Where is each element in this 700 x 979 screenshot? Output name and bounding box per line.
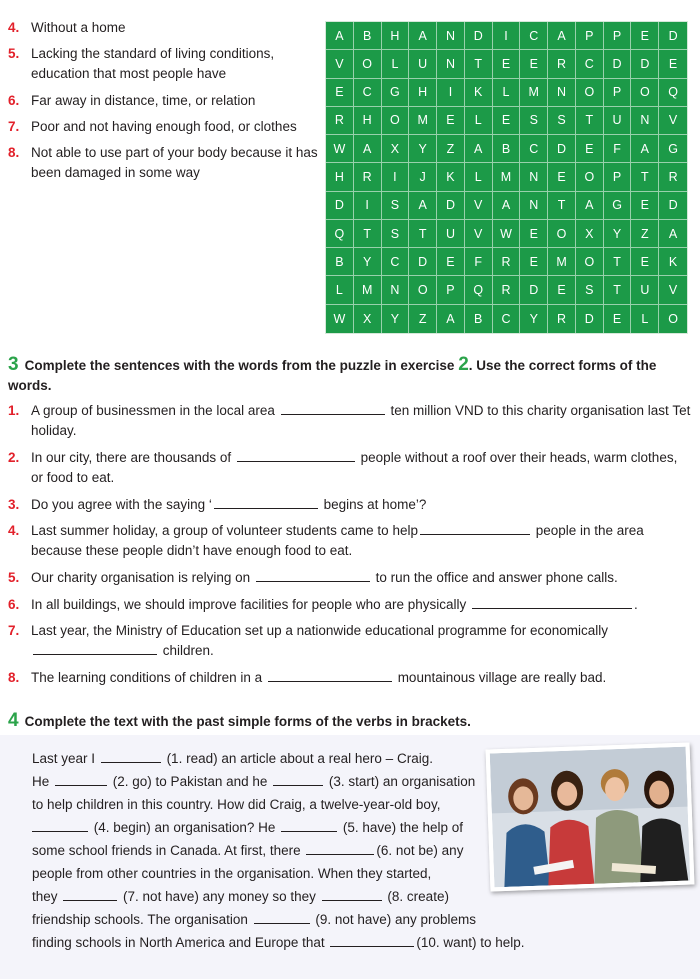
- text-segment: Last year I: [32, 751, 99, 766]
- answer-blank[interactable]: [281, 818, 337, 832]
- sentence-text: Our charity organisation is relying on: [31, 570, 251, 585]
- grid-letter[interactable]: T: [354, 220, 382, 248]
- grid-letter[interactable]: U: [604, 107, 632, 135]
- answer-blank[interactable]: [322, 887, 382, 901]
- sentence-text: people in the area because these people didn’t have enough food to eat.: [31, 523, 644, 558]
- grid-letter[interactable]: T: [631, 163, 659, 191]
- grid-letter[interactable]: T: [604, 248, 632, 276]
- grid-letter[interactable]: Y: [604, 220, 632, 248]
- grid-letter[interactable]: D: [548, 135, 576, 163]
- grid-letter[interactable]: N: [520, 163, 548, 191]
- answer-blank[interactable]: [472, 595, 632, 609]
- grid-letter[interactable]: K: [659, 248, 687, 276]
- grid-letter[interactable]: U: [631, 276, 659, 304]
- grid-letter[interactable]: E: [326, 79, 354, 107]
- grid-letter[interactable]: X: [576, 220, 604, 248]
- grid-letter[interactable]: R: [659, 163, 687, 191]
- text-segment: (3. start) an organisation: [328, 774, 476, 789]
- grid-letter[interactable]: O: [409, 276, 437, 304]
- answer-blank[interactable]: [32, 818, 88, 832]
- answer-blank[interactable]: [254, 910, 310, 924]
- grid-letter[interactable]: C: [520, 135, 548, 163]
- grid-letter[interactable]: E: [493, 50, 521, 78]
- exercise-ref: 2: [458, 354, 469, 375]
- grid-letter[interactable]: Y: [520, 305, 548, 333]
- grid-letter[interactable]: E: [631, 192, 659, 220]
- grid-letter[interactable]: O: [382, 107, 410, 135]
- grid-letter[interactable]: S: [548, 107, 576, 135]
- grid-letter[interactable]: D: [409, 248, 437, 276]
- grid-letter[interactable]: M: [493, 163, 521, 191]
- students-illustration: [490, 747, 691, 888]
- exercise-4-instruction: Complete the text with the past simple forms of the verbs in brackets.: [24, 714, 471, 729]
- grid-letter[interactable]: A: [548, 22, 576, 50]
- grid-letter[interactable]: H: [354, 107, 382, 135]
- grid-letter[interactable]: D: [465, 22, 493, 50]
- text-segment: (4. begin) an organisation? He: [93, 820, 280, 835]
- grid-letter[interactable]: V: [659, 276, 687, 304]
- grid-letter[interactable]: U: [409, 50, 437, 78]
- grid-letter[interactable]: C: [576, 50, 604, 78]
- grid-letter[interactable]: S: [576, 276, 604, 304]
- text-segment: (10. want) to help.: [416, 935, 525, 950]
- text-segment: (7. not have) any money so they: [123, 889, 320, 904]
- grid-letter[interactable]: C: [520, 22, 548, 50]
- sentence-text: to run the office and answer phone calls.: [375, 570, 618, 585]
- grid-letter[interactable]: K: [465, 79, 493, 107]
- grid-letter[interactable]: I: [382, 163, 410, 191]
- grid-letter[interactable]: C: [382, 248, 410, 276]
- answer-blank[interactable]: [237, 448, 355, 462]
- answer-blank[interactable]: [330, 933, 414, 947]
- grid-letter[interactable]: A: [576, 192, 604, 220]
- clue-number: 4.: [8, 20, 20, 35]
- grid-letter[interactable]: N: [548, 79, 576, 107]
- text-line: [32, 818, 463, 838]
- sentence-number: 6.: [8, 597, 20, 612]
- grid-letter[interactable]: M: [548, 248, 576, 276]
- grid-letter[interactable]: I: [437, 79, 465, 107]
- grid-letter[interactable]: H: [382, 22, 410, 50]
- grid-letter[interactable]: G: [382, 79, 410, 107]
- grid-letter[interactable]: S: [520, 107, 548, 135]
- grid-letter[interactable]: G: [604, 192, 632, 220]
- grid-letter[interactable]: A: [354, 135, 382, 163]
- answer-blank[interactable]: [55, 772, 107, 786]
- sentence-text: Last summer holiday, a group of volunteer students came to help: [31, 523, 418, 538]
- answer-blank[interactable]: [33, 641, 157, 655]
- text-segment: finding schools in North America and Europe that: [32, 935, 329, 950]
- sentence-text: begins at home’?: [323, 497, 427, 512]
- text-segment: (2. go) to Pakistan and he: [112, 774, 272, 789]
- grid-letter[interactable]: D: [326, 192, 354, 220]
- grid-letter[interactable]: D: [576, 305, 604, 333]
- grid-letter[interactable]: N: [631, 107, 659, 135]
- text-line: [32, 864, 431, 884]
- clue-item: [8, 91, 318, 111]
- answer-blank[interactable]: [268, 668, 392, 682]
- exercise-4-number: 4: [8, 710, 19, 731]
- clue-item: [8, 143, 318, 183]
- sentence-text: .: [634, 597, 638, 612]
- grid-letter[interactable]: B: [354, 22, 382, 50]
- sentence-number: 8.: [8, 670, 20, 685]
- grid-letter[interactable]: W: [326, 305, 354, 333]
- grid-letter[interactable]: X: [354, 305, 382, 333]
- grid-letter[interactable]: X: [382, 135, 410, 163]
- text-line: [32, 887, 449, 907]
- grid-letter[interactable]: E: [548, 163, 576, 191]
- grid-letter[interactable]: E: [437, 107, 465, 135]
- clue-number: 7.: [8, 119, 20, 134]
- answer-blank[interactable]: [420, 521, 530, 535]
- grid-letter[interactable]: V: [465, 220, 493, 248]
- text-segment: (8. create): [387, 889, 449, 904]
- grid-letter[interactable]: O: [576, 248, 604, 276]
- answer-blank[interactable]: [63, 887, 117, 901]
- grid-letter[interactable]: B: [493, 135, 521, 163]
- clue-item: [8, 117, 318, 137]
- grid-letter[interactable]: P: [604, 163, 632, 191]
- grid-letter[interactable]: N: [437, 22, 465, 50]
- grid-letter[interactable]: E: [520, 220, 548, 248]
- grid-letter[interactable]: A: [631, 135, 659, 163]
- grid-letter[interactable]: M: [354, 276, 382, 304]
- grid-letter[interactable]: U: [437, 220, 465, 248]
- grid-letter[interactable]: J: [409, 163, 437, 191]
- text-segment: they: [32, 889, 62, 904]
- grid-letter[interactable]: A: [409, 22, 437, 50]
- text-segment: some school friends in Canada. At first, there: [32, 843, 305, 858]
- grid-letter[interactable]: R: [493, 248, 521, 276]
- grid-letter[interactable]: Z: [437, 135, 465, 163]
- grid-letter[interactable]: E: [631, 22, 659, 50]
- text-segment: (9. not have) any problems: [315, 912, 476, 927]
- grid-letter[interactable]: D: [437, 192, 465, 220]
- grid-letter[interactable]: P: [576, 22, 604, 50]
- grid-letter[interactable]: R: [548, 50, 576, 78]
- grid-letter[interactable]: D: [520, 276, 548, 304]
- grid-letter[interactable]: D: [659, 22, 687, 50]
- sentence-text: people without a roof over their heads, warm clothes, or food to eat.: [31, 450, 678, 485]
- grid-letter[interactable]: L: [465, 107, 493, 135]
- grid-letter[interactable]: O: [354, 50, 382, 78]
- sentence-item: [8, 568, 692, 588]
- grid-letter[interactable]: R: [354, 163, 382, 191]
- grid-letter[interactable]: N: [437, 50, 465, 78]
- answer-blank[interactable]: [256, 568, 370, 582]
- text-line: [32, 910, 476, 930]
- grid-letter[interactable]: M: [409, 107, 437, 135]
- grid-letter[interactable]: Y: [354, 248, 382, 276]
- grid-letter[interactable]: B: [326, 248, 354, 276]
- grid-letter[interactable]: P: [604, 22, 632, 50]
- grid-letter[interactable]: D: [631, 50, 659, 78]
- sentence-number: 5.: [8, 570, 20, 585]
- sentence-item: [8, 521, 692, 561]
- grid-letter[interactable]: I: [354, 192, 382, 220]
- grid-letter[interactable]: L: [382, 50, 410, 78]
- grid-letter[interactable]: H: [409, 79, 437, 107]
- clue-number: 6.: [8, 93, 20, 108]
- text-segment: friendship schools. The organisation: [32, 912, 252, 927]
- grid-letter[interactable]: E: [520, 50, 548, 78]
- text-segment: He: [32, 774, 54, 789]
- clue-text: Far away in distance, time, or relation: [31, 93, 256, 108]
- grid-letter[interactable]: R: [548, 305, 576, 333]
- clue-text: Without a home: [31, 20, 126, 35]
- clue-number: 8.: [8, 145, 20, 160]
- grid-letter[interactable]: K: [437, 163, 465, 191]
- text-line: [32, 841, 463, 861]
- text-segment: (1. read) an article about a real hero – Craig.: [166, 751, 433, 766]
- grid-letter[interactable]: O: [548, 220, 576, 248]
- exercise-3-number: 3: [8, 354, 19, 375]
- clue-number: 5.: [8, 46, 20, 61]
- text-segment: people from other countries in the organisation. When they started,: [32, 866, 432, 881]
- text-segment: to help children in this country. How did Craig, a twelve-year-old boy,: [32, 797, 441, 812]
- grid-letter[interactable]: L: [493, 79, 521, 107]
- grid-letter[interactable]: E: [631, 248, 659, 276]
- sentence-item: [8, 668, 692, 688]
- sentence-number: 2.: [8, 450, 20, 465]
- grid-letter[interactable]: Z: [409, 305, 437, 333]
- grid-letter[interactable]: W: [326, 135, 354, 163]
- answer-blank[interactable]: [306, 841, 374, 855]
- grid-letter[interactable]: T: [548, 192, 576, 220]
- text-segment: (5. have) the help of: [342, 820, 463, 835]
- text-line: [32, 795, 440, 815]
- sentence-text: A group of businessmen in the local area: [31, 403, 275, 418]
- exercise-3-instruction-end: . Use the correct forms of the words.: [8, 358, 657, 393]
- sentence-text: In all buildings, we should improve facilities for people who are physically: [31, 597, 467, 612]
- grid-letter[interactable]: V: [659, 107, 687, 135]
- clue-item: [8, 44, 318, 84]
- grid-letter[interactable]: L: [326, 276, 354, 304]
- answer-blank[interactable]: [281, 401, 385, 415]
- grid-letter[interactable]: A: [409, 192, 437, 220]
- grid-letter[interactable]: E: [604, 305, 632, 333]
- grid-letter[interactable]: C: [493, 305, 521, 333]
- clue-text: Lacking the standard of living conditions, education that most people have: [31, 46, 275, 81]
- sentence-item: [8, 495, 692, 515]
- grid-letter[interactable]: M: [520, 79, 548, 107]
- grid-letter[interactable]: E: [659, 50, 687, 78]
- answer-blank[interactable]: [273, 772, 323, 786]
- grid-letter[interactable]: T: [576, 107, 604, 135]
- clue-item: [8, 18, 318, 38]
- clue-text: Not able to use part of your body because it has been damaged in some way: [31, 145, 318, 180]
- grid-letter[interactable]: G: [659, 135, 687, 163]
- grid-letter[interactable]: E: [576, 135, 604, 163]
- grid-letter[interactable]: E: [493, 107, 521, 135]
- grid-letter[interactable]: N: [382, 276, 410, 304]
- sentence-number: 1.: [8, 403, 20, 418]
- grid-letter[interactable]: Y: [382, 305, 410, 333]
- exercise-3-heading: [8, 355, 692, 396]
- grid-letter[interactable]: A: [437, 305, 465, 333]
- text-line: [32, 749, 433, 769]
- grid-letter[interactable]: A: [659, 220, 687, 248]
- sentence-number: 3.: [8, 497, 20, 512]
- grid-letter[interactable]: Z: [631, 220, 659, 248]
- grid-letter[interactable]: H: [326, 163, 354, 191]
- grid-letter[interactable]: E: [548, 276, 576, 304]
- sentence-text: children.: [162, 643, 214, 658]
- grid-letter[interactable]: Y: [409, 135, 437, 163]
- grid-letter[interactable]: O: [576, 163, 604, 191]
- grid-letter[interactable]: L: [631, 305, 659, 333]
- text-line: [32, 933, 524, 953]
- grid-letter[interactable]: E: [520, 248, 548, 276]
- grid-letter[interactable]: T: [604, 276, 632, 304]
- grid-letter[interactable]: O: [668, 311, 678, 326]
- students-photo: [486, 742, 695, 891]
- grid-letter[interactable]: P: [604, 79, 632, 107]
- answer-blank[interactable]: [214, 495, 318, 509]
- grid-letter[interactable]: L: [465, 163, 493, 191]
- text-segment: (6. not be) any: [376, 843, 464, 858]
- grid-letter[interactable]: S: [382, 192, 410, 220]
- grid-letter[interactable]: I: [493, 22, 521, 50]
- grid-letter[interactable]: P: [437, 276, 465, 304]
- sentence-number: 7.: [8, 623, 20, 638]
- grid-letter[interactable]: O: [576, 79, 604, 107]
- grid-letter[interactable]: E: [437, 248, 465, 276]
- grid-letter[interactable]: Q: [326, 220, 354, 248]
- sentence-text: Last year, the Ministry of Education set up a nationwide educational programme for economically: [31, 623, 609, 638]
- grid-letter[interactable]: A: [465, 135, 493, 163]
- sentence-text: In our city, there are thousands of: [31, 450, 232, 465]
- grid-letter[interactable]: T: [465, 50, 493, 78]
- grid-letter[interactable]: Q: [465, 276, 493, 304]
- grid-letter[interactable]: O: [631, 79, 659, 107]
- grid-letter[interactable]: D: [604, 50, 632, 78]
- sentence-item: [8, 595, 692, 615]
- grid-letter[interactable]: R: [326, 107, 354, 135]
- sentence-item: [8, 401, 692, 441]
- grid-letter[interactable]: S: [382, 220, 410, 248]
- grid-letter[interactable]: R: [493, 276, 521, 304]
- exercise-3-instruction: Complete the sentences with the words from the puzzle in exercise: [24, 358, 455, 373]
- clue-text: Poor and not having enough food, or clothes: [31, 119, 297, 134]
- sentence-text: Do you agree with the saying ‘: [31, 497, 212, 512]
- sentence-item: [8, 621, 692, 661]
- sentence-text: mountainous village are really bad.: [397, 670, 607, 685]
- grid-letter[interactable]: B: [465, 305, 493, 333]
- grid-letter[interactable]: T: [409, 220, 437, 248]
- answer-blank[interactable]: [101, 749, 161, 763]
- grid-letter[interactable]: F: [604, 135, 632, 163]
- grid-letter[interactable]: F: [465, 248, 493, 276]
- sentence-text: ten million VND to this charity organisation last Tet holiday.: [31, 403, 691, 438]
- text-line: [32, 772, 475, 792]
- grid-letter[interactable]: W: [493, 220, 521, 248]
- grid-letter[interactable]: C: [354, 79, 382, 107]
- grid-letter[interactable]: N: [520, 192, 548, 220]
- grid-letter[interactable]: A: [326, 22, 354, 50]
- grid-letter[interactable]: A: [493, 192, 521, 220]
- word-search-grid: [325, 21, 688, 334]
- exercise-4-heading: [8, 711, 692, 732]
- grid-letter[interactable]: Q: [659, 79, 687, 107]
- grid-letter[interactable]: D: [659, 192, 687, 220]
- sentence-number: 4.: [8, 523, 20, 538]
- sentence-text: The learning conditions of children in a: [31, 670, 263, 685]
- grid-letter[interactable]: V: [326, 50, 354, 78]
- sentence-item: [8, 448, 692, 488]
- grid-letter[interactable]: V: [465, 192, 493, 220]
